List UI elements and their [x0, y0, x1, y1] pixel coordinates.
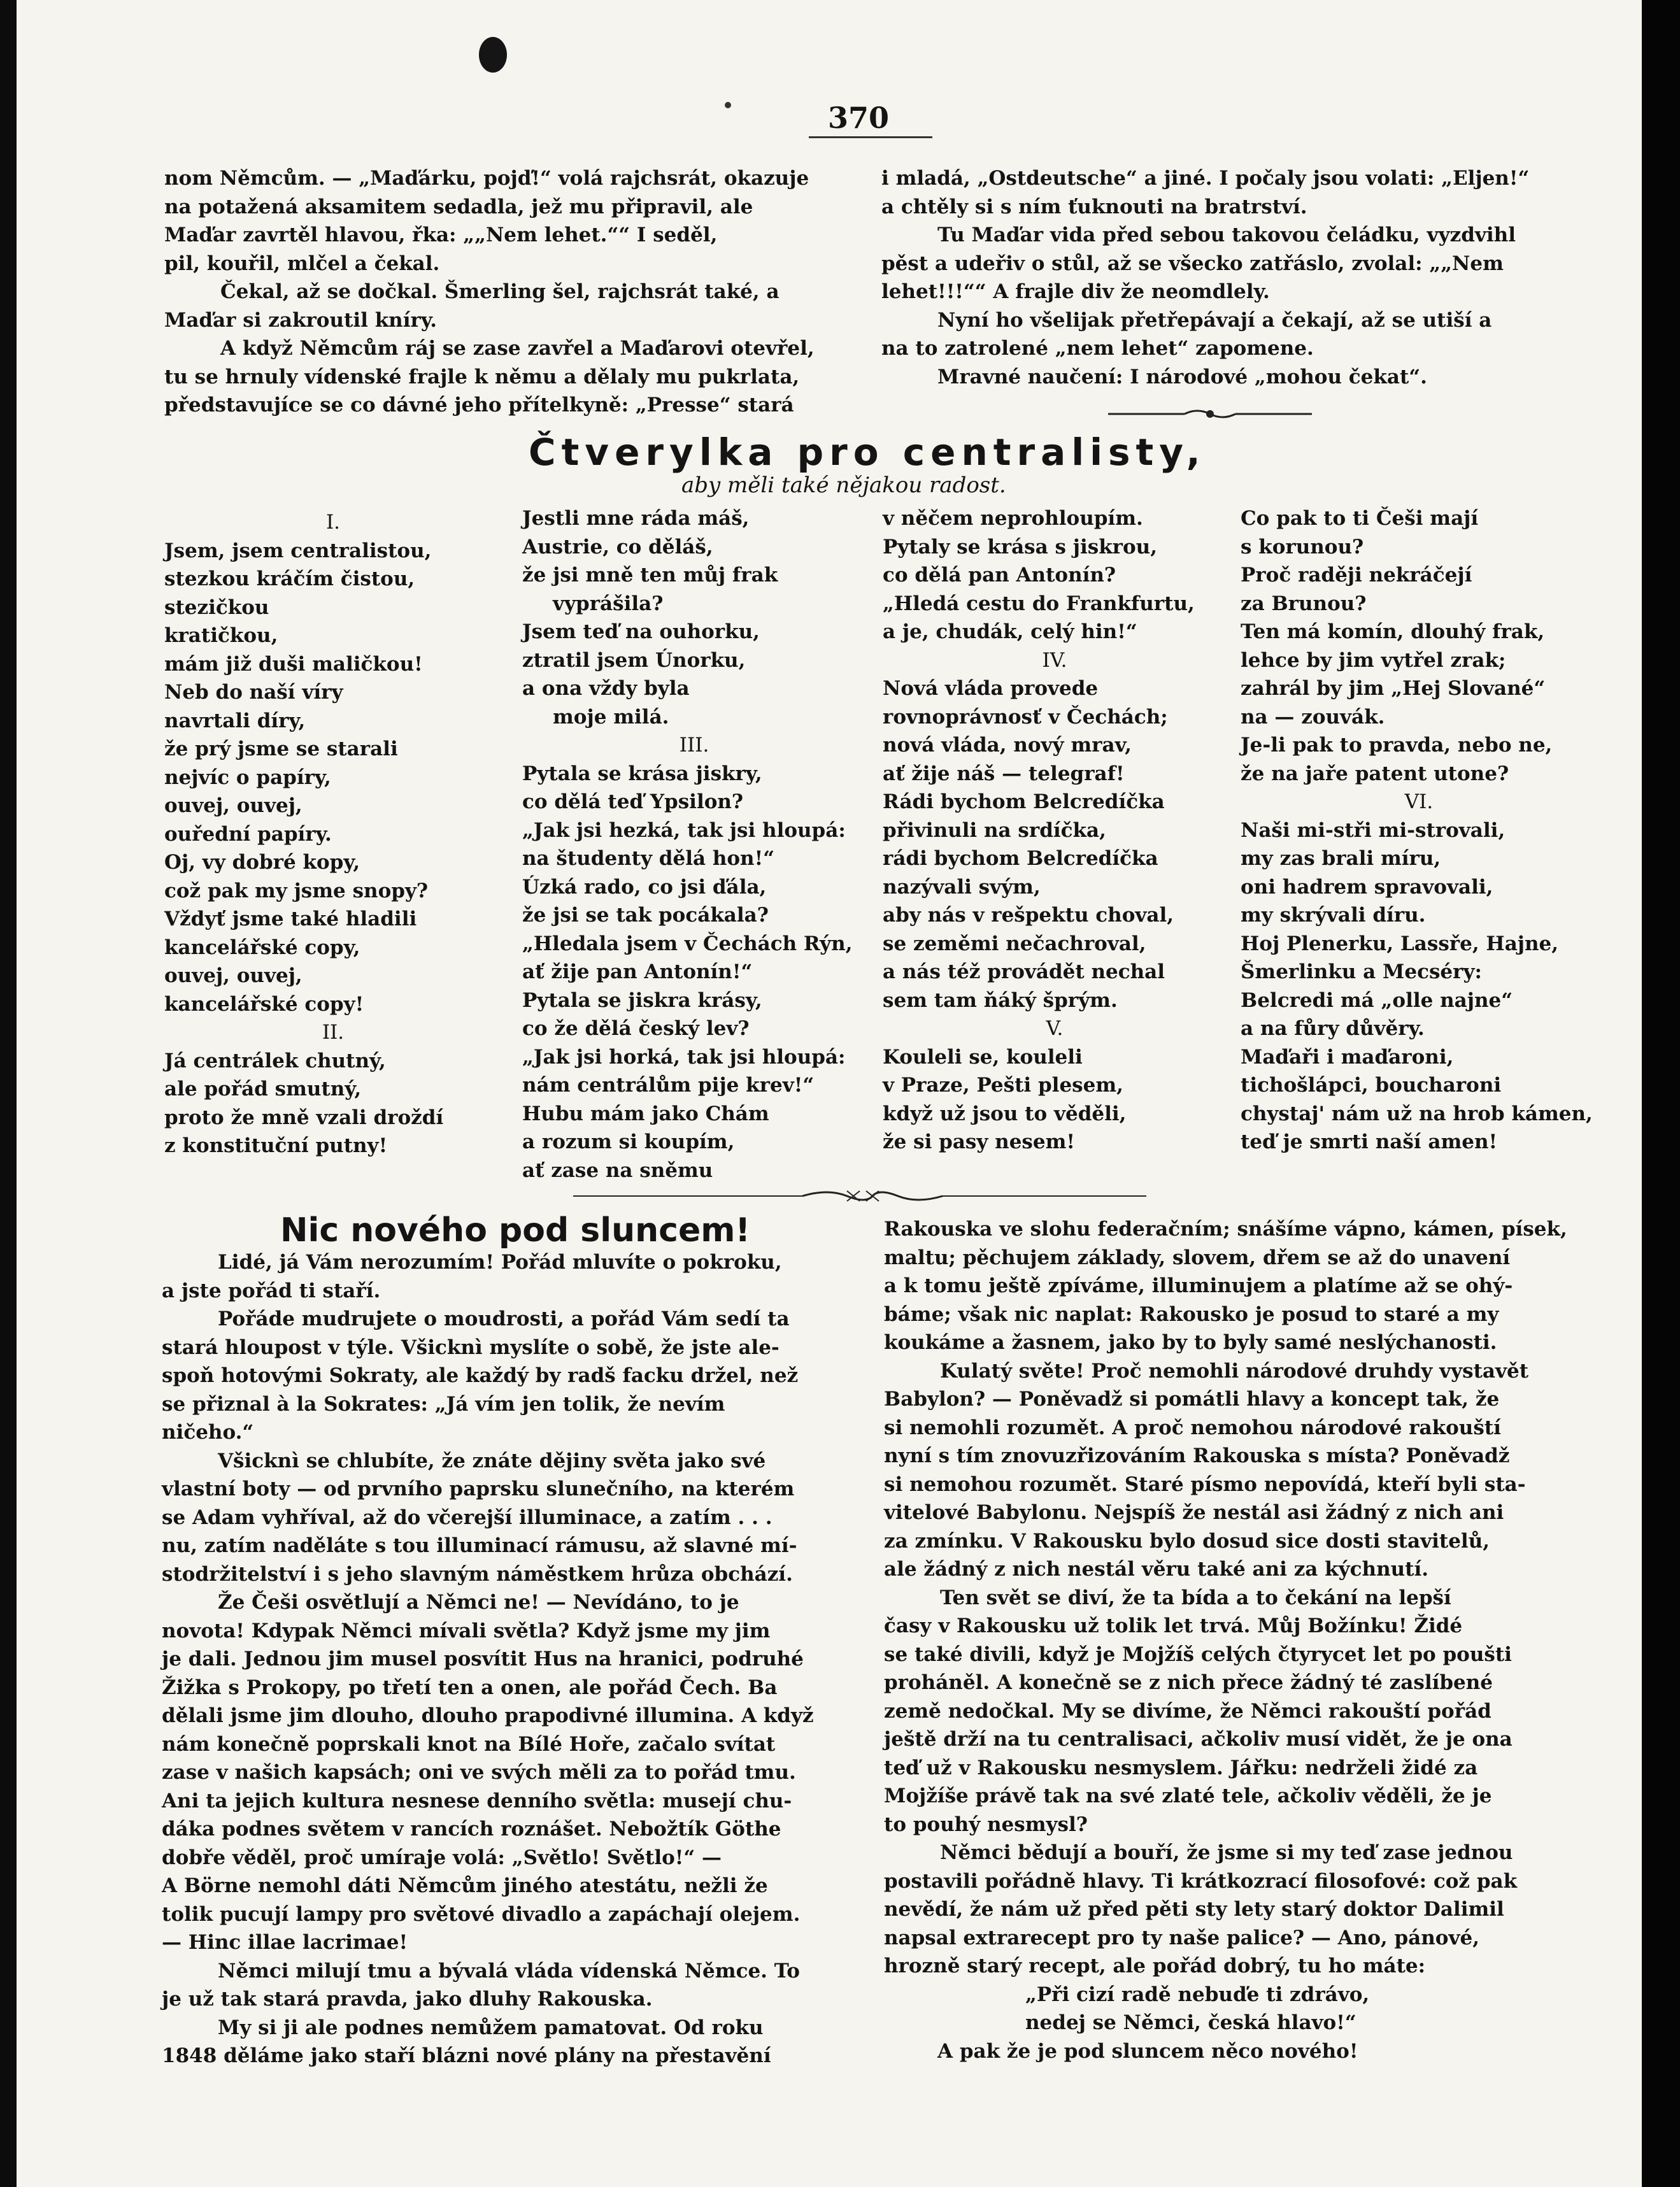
verse-line: za Brunou?	[1241, 592, 1367, 615]
verse-line: a rozum si koupím,	[522, 1130, 735, 1153]
stanza-number: V.	[1046, 1017, 1064, 1040]
text-line: na to zatrolené „nem lehet“ zapomene.	[881, 337, 1314, 360]
article-title: Nic nového pod sluncem!	[280, 1211, 751, 1250]
verse-line: Co pak to ti Češi mají	[1241, 507, 1479, 530]
paragraph-line: nám konečně poprskali knot na Bílé Hoře, začalo svítat	[162, 1732, 776, 1756]
quadrille-column-1	[164, 508, 502, 1160]
verse-line: Jestli mne ráda máš,	[522, 507, 750, 530]
stanza-number: III.	[679, 734, 709, 757]
paragraph-line: vitelové Babylonu. Nejspíš že nestál asi žádný z nich ani	[884, 1501, 1504, 1524]
verse-line: stezičkou	[164, 595, 269, 619]
verse-line: ať žije náš — telegraf!	[883, 762, 1125, 785]
verse-line: nazývali svým,	[883, 875, 1041, 899]
text-line: Nyní ho všelijak přetřepávají a čekají, až se utiší a	[937, 308, 1492, 332]
closing-line: A pak že je pod sluncem něco nového!	[937, 2039, 1358, 2063]
verse-line: kancelářské copy!	[164, 992, 364, 1016]
verse-line: Austrie, co děláš,	[522, 535, 713, 559]
verse-line: Kouleli se, kouleli	[883, 1045, 1083, 1069]
paragraph-line: stodržitelství i s jeho slavným náměstkem hrůza obchází.	[162, 1562, 793, 1586]
verse-line: Naši mi-stři mi-strovali,	[1241, 818, 1506, 842]
verse-line: Pytala se krása jiskry,	[522, 762, 762, 785]
verse-line: z konstituční putny!	[164, 1134, 388, 1157]
verse-line: ztratil jsem Únorku,	[522, 648, 746, 672]
verse-line: Oj, vy dobré kopy,	[164, 851, 360, 874]
verse-line: co dělá pan Antonín?	[883, 564, 1116, 587]
verse-line: Ten má komín, dlouhý frak,	[1241, 620, 1545, 643]
paragraph-line: Ten svět se diví, že ta bída a to čekání na lepší	[940, 1586, 1451, 1609]
paragraph-line: Lidé, já Vám nerozumím! Pořád mluvíte o pokroku,	[218, 1251, 782, 1274]
text-line: Čekal, až se dočkal. Šmerling šel, rajchsrát také, a	[220, 280, 779, 303]
verse-line: v něčem neprohloupím.	[883, 507, 1143, 530]
paragraph-line: Žižka s Prokopy, po třetí ten a onen, ale pořád Čech. Ba	[162, 1676, 778, 1699]
paragraph-line: dáka podnes světem v rancích roznášet. Nebožtík Göthe	[162, 1818, 781, 1841]
verse-line: ať zase na sněmu	[522, 1158, 713, 1182]
stanza-number: II.	[322, 1021, 345, 1044]
text-line: Maďar si zakroutil kníry.	[164, 308, 438, 332]
paragraph-line: koukáme a žasnem, jako by to byly samé neslýchanosti.	[884, 1331, 1497, 1354]
verse-line: a je, chudák, celý hin!“	[883, 620, 1137, 643]
paragraph-line: Pořáde mudrujete o moudrosti, a pořád Vám sedí ta	[218, 1307, 790, 1330]
verse-line: v Praze, Pešti plesem,	[883, 1074, 1123, 1097]
verse-line: Maďaři i maďaroni,	[1241, 1045, 1454, 1069]
text-line: Tu Maďar vida před sebou takovou čeládku, vyzdvihl	[937, 224, 1516, 246]
verse-line: lehce by jim vytřel zrak;	[1241, 648, 1506, 672]
quadrille-column-2	[522, 504, 866, 1185]
paragraph-line: za zmínku. V Rakousku bylo dosud sice dosti stavitelů,	[884, 1529, 1490, 1553]
verse-line: s korunou?	[1241, 535, 1364, 559]
paragraph-line: — Hinc illae lacrimae!	[162, 1931, 408, 1954]
paragraph-line: si nemohou rozumět. Staré písmo nepovídá, kteří byli sta-	[884, 1472, 1526, 1496]
verse-line: Belcredi má „olle najne“	[1241, 988, 1513, 1012]
text-line: a chtěly si s ním ťuknouti na bratrství.	[881, 195, 1307, 218]
stanza-number: VI.	[1404, 790, 1434, 813]
paragraph-line: stará hloupost v týle. Všicknì myslíte o sobě, že jste ale-	[162, 1336, 779, 1359]
verse-line: ať žije pan Antonín!“	[522, 960, 753, 983]
verse-line: nová vláda, nový mrav,	[883, 734, 1132, 757]
verse-line: což pak my jsme snopy?	[164, 879, 429, 902]
verse-line: proto že mně vzali droždí	[164, 1106, 444, 1129]
verse-line: kancelářské copy,	[164, 936, 360, 959]
verse-line: Rádi bychom Belcredíčka	[883, 790, 1165, 813]
verse-line: aby nás v rešpektu choval,	[883, 904, 1174, 927]
text-line: Maďar zavrtěl hlavou, řka: „„Nem lehet.““ I seděl,	[164, 224, 718, 246]
verse-line: se zeměmi nečachroval,	[883, 932, 1146, 955]
paragraph-line: 1848 děláme jako staří blázni nové plány na přestavění	[162, 2044, 771, 2067]
verse-line: moje milá.	[553, 705, 669, 729]
stanza-number: IV.	[1042, 648, 1067, 672]
text-line: na potažená aksamitem sedadla, jež mu připravil, ale	[164, 195, 753, 218]
paragraph-line: je už tak stará pravda, jako dluhy Rakouska.	[162, 1988, 653, 2011]
paragraph-line: Mojžíše právě tak na své zlaté tele, ačkoliv věděli, že je	[884, 1785, 1492, 1807]
paragraph-line: My si ji ale podnes nemůžem pamatovat. Od roku	[218, 2016, 764, 2039]
paragraph-line: vlastní boty — od prvního paprsku slunečního, na kterém	[162, 1478, 795, 1500]
verse-line: rádi bychom Belcredíčka	[883, 847, 1158, 870]
verse-line: když už jsou to věděli,	[883, 1102, 1127, 1125]
verse-line: Hoj Plenerku, Lassře, Hajne,	[1241, 932, 1559, 955]
paragraph-line: dělali jsme jim dlouho, dlouho prapodivné illumina. A když	[162, 1704, 814, 1727]
paragraph-line: to pouhý nesmysl?	[884, 1813, 1088, 1836]
quote-line: nedej se Němci, česká hlavo!“	[1025, 2011, 1356, 2034]
verse-line: ale pořád smutný,	[164, 1078, 362, 1101]
verse-line: zahrál by jim „Hej Slované“	[1241, 677, 1546, 700]
intro-left-column	[164, 164, 853, 420]
quadrille-subtitle: aby měli také nějakou radost.	[681, 473, 1006, 498]
paragraph-line: Ani ta jejich kultura nesnese denního světla: musejí chu-	[162, 1789, 792, 1813]
verse-line: navrtali díry,	[164, 709, 306, 732]
paragraph-line: se také divili, když je Mojžíš celých čtyrycet let po poušti	[884, 1642, 1512, 1666]
paragraph-line: dobře věděl, proč umíraje volá: „Světlo! Světlo!“ —	[162, 1846, 722, 1869]
verse-line: „Jak jsi horká, tak jsi hloupá:	[522, 1045, 846, 1069]
verse-line: stezkou kráčím čistou,	[164, 567, 415, 590]
binding-hole	[479, 37, 507, 73]
verse-line: Jsem, jsem centralistou,	[164, 539, 432, 562]
paragraph-line: Babylon? — Poněvadž si pomátli hlavy a koncept tak, že	[884, 1388, 1500, 1411]
verse-line: vyprášila?	[553, 592, 664, 615]
paragraph-line: nu, zatím naděláte s tou illuminací rámusu, až slavné mí-	[162, 1534, 797, 1557]
paragraph-line: Všicknì se chlubíte, že znáte dějiny světa jako své	[218, 1449, 766, 1472]
paragraph-line: proháněl. A konečně se z nich přece žádný té zaslíbené	[884, 1671, 1493, 1694]
paragraph-line: napsal extrarecept pro ty naše palice? — Ano, pánové,	[884, 1926, 1480, 1949]
paragraph-line: se Adam vyhříval, až do včerejší illuminace, a zatím . . .	[162, 1506, 772, 1529]
verse-line: sem tam ňáký šprým.	[883, 988, 1118, 1012]
paragraph-line: si nemohli rozumět. A proč nemohou národové rakouští	[884, 1416, 1501, 1439]
verse-line: že prý jsme se starali	[164, 737, 398, 760]
paragraph-line: Kulatý světe! Proč nemohli národové druhdy vystavět	[940, 1359, 1529, 1383]
quadrille-title: Čtverylka pro centralisty,	[529, 431, 1206, 474]
verse-line: co dělá teď Ypsilon?	[522, 790, 744, 813]
verse-line: oni hadrem spravovali,	[1241, 875, 1493, 899]
verse-line: chystaj' nám už na hrob kámen,	[1241, 1102, 1593, 1125]
scan-border	[1642, 0, 1680, 2187]
intro-right-column	[881, 164, 1574, 391]
verse-line: rovnoprávnosť v Čechách;	[883, 705, 1168, 729]
text-line: i mladá, „Ostdeutsche“ a jiné. I počaly jsou volati: „Eljen!“	[881, 167, 1530, 190]
verse-line: Vždyť jsme také hladili	[164, 908, 417, 930]
verse-line: nejvíc o papíry,	[164, 766, 331, 789]
verse-line: mám již duši maličkou!	[164, 652, 423, 676]
paragraph-line: teď už v Rakousku nesmyslem. Jářku: nedrželi židé za	[884, 1756, 1478, 1779]
verse-line: že jsi se tak pocákala?	[522, 904, 769, 927]
quadrille-column-4	[1241, 504, 1597, 1157]
verse-line: přivinuli na srdíčka,	[883, 818, 1106, 842]
verse-line: že jsi mně ten můj frak	[522, 564, 778, 587]
stanza-number: I.	[325, 511, 341, 534]
verse-line: „Jak jsi hezká, tak jsi hloupá:	[522, 818, 846, 842]
divider-ornament	[1108, 408, 1312, 420]
quadrille-column-3	[883, 504, 1227, 1157]
paragraph-line: hrozně starý recept, ale pořád dobrý, tu ho máte:	[884, 1955, 1426, 1977]
paragraph-line: a k tomu ještě zpíváme, illuminujem a platíme až se ohý-	[884, 1274, 1513, 1297]
paragraph-line: časy v Rakousku už tolik let trvá. Můj Božínku! Židé	[884, 1614, 1463, 1637]
verse-line: na študenty dělá hon!“	[522, 847, 775, 870]
paragraph-line: tolik pucují lampy pro světové divadlo a zapáchají olejem.	[162, 1902, 801, 1926]
paragraph-line: země nedočkal. My se divíme, že Němci rakouští pořád	[884, 1699, 1491, 1723]
paragraph-line: Němci milují tmu a bývalá vláda vídenská Němce. To	[218, 1959, 800, 1983]
verse-line: že na jaře patent utone?	[1241, 762, 1509, 785]
verse-line: co že dělá český lev?	[522, 1017, 750, 1040]
verse-line: teď je smrti naší amen!	[1241, 1130, 1498, 1153]
text-line: Mravné naučení: I národové „mohou čekat“.	[937, 365, 1427, 388]
text-line: nom Němcům. — „Maďárku, pojď!“ volá rajchsrát, okazuje	[164, 167, 809, 190]
paragraph-line: maltu; pěchujem základy, slovem, dřem se až do unavení	[884, 1246, 1511, 1269]
verse-line: ouřední papíry.	[164, 822, 332, 846]
verse-line: Úzká rado, co jsi ďála,	[522, 875, 767, 899]
text-line: představujíce se co dávné jeho přítelkyně: „Presse“ stará	[164, 394, 794, 417]
verse-line: kratičkou,	[164, 624, 278, 647]
verse-line: a na fůry důvěry.	[1241, 1017, 1425, 1040]
verse-line: Já centrálek chutný,	[164, 1049, 386, 1072]
verse-line: Nová vláda provede	[883, 677, 1099, 700]
paragraph-line: se přiznal à la Sokrates: „Já vím jen tolik, že nevím	[162, 1392, 725, 1416]
paragraph-line: nevědí, že nám už před pěti sty lety starý doktor Dalimil	[884, 1898, 1504, 1921]
verse-line: Pytala se jiskra krásy,	[522, 988, 762, 1012]
paragraph-line: zase v našich kapsách; oni ve svých měli za to pořád tmu.	[162, 1761, 796, 1784]
paragraph-line: spoň hotovými Sokraty, ale každý by radš facku držel, než	[162, 1364, 799, 1387]
page-number: 370	[828, 101, 890, 135]
verse-line: „Hledala jsem v Čechách Rýn,	[522, 932, 853, 955]
verse-line: my skrývali díru.	[1241, 904, 1426, 927]
section-divider-ornament	[573, 1188, 1146, 1204]
verse-line: Pytaly se krása s jiskrou,	[883, 535, 1158, 559]
paragraph-line: a jste pořád ti staří.	[162, 1279, 381, 1302]
verse-line: Hubu mám jako Chám	[522, 1102, 769, 1125]
verse-line: na — zouvák.	[1241, 705, 1385, 729]
paragraph-line: novota! Kdypak Němci mívali světla? Když jsme my jim	[162, 1619, 771, 1642]
verse-line: nám centrálům pije krev!“	[522, 1074, 815, 1097]
paragraph-line: postavili pořádně hlavy. Ti krátkozrací filosofové: což pak	[884, 1869, 1518, 1893]
paragraph-line: Němci bědují a bouří, že jsme si my teď zase jednou	[940, 1841, 1513, 1864]
verse-line: Je-li pak to pravda, nebo ne,	[1241, 734, 1553, 757]
verse-line: Šmerlinku a Mecséry:	[1241, 960, 1482, 983]
text-line: lehet!!!““ A frajle div že neomdlely.	[881, 280, 1270, 303]
article-left-column	[162, 1248, 844, 2070]
verse-line: tichošlápci, boucharoni	[1241, 1074, 1502, 1097]
paragraph-line: ještě drží na tu centralisaci, ačkoliv musí vidět, že je ona	[884, 1728, 1513, 1751]
verse-line: Jsem teď na ouhorku,	[522, 620, 760, 643]
verse-line: „Hledá cestu do Frankfurtu,	[883, 592, 1195, 615]
quote-line: „Při cizí radě nebuďe ti zdrávo,	[1025, 1983, 1370, 2006]
text-line: tu se hrnuly vídenské frajle k němu a dělaly mu pukrlata,	[164, 365, 800, 388]
paragraph-line: ničeho.“	[162, 1421, 254, 1444]
paragraph-line: Rakouska ve slohu federačním; snášíme vápno, kámen, písek,	[884, 1218, 1567, 1241]
paragraph-line: ale žádný z nich nestál věru také ani za kýchnutí.	[884, 1558, 1429, 1581]
verse-line: a ona vždy byla	[522, 677, 690, 700]
paragraph-line: nyní s tím znovuzřizováním Rakouska s místa? Poněvadž	[884, 1444, 1510, 1467]
text-line: A když Němcům ráj se zase zavřel a Maďarovi otevřel,	[220, 337, 815, 360]
verse-line: my zas brali míru,	[1241, 847, 1441, 870]
verse-line: a nás též provádět nechal	[883, 960, 1165, 983]
ink-speck	[725, 102, 731, 108]
text-line: pěst a udeřiv o stůl, až se všecko zatřáslo, zvolal: „„Nem	[881, 252, 1504, 275]
text-line: pil, kouřil, mlčel a čekal.	[164, 252, 440, 275]
verse-line: Proč raději nekráčejí	[1241, 564, 1472, 587]
verse-line: Neb do naší víry	[164, 681, 343, 704]
paragraph-line: báme; však nic naplat: Rakousko je posud to staré a my	[884, 1302, 1499, 1326]
paragraph-line: Že Češi osvětlují a Němci ne! — Nevídáno, to je	[218, 1591, 739, 1614]
verse-line: ouvej, ouvej,	[164, 964, 303, 987]
verse-line: ouvej, ouvej,	[164, 794, 303, 817]
verse-line: že si pasy nesem!	[883, 1130, 1076, 1153]
paragraph-line: A Börne nemohl dáti Němcům jiného atestátu, nežli že	[162, 1874, 768, 1897]
paragraph-line: je dali. Jednou jim musel posvítit Hus na hranici, podruhé	[162, 1648, 804, 1671]
article-right-column	[884, 1215, 1572, 2065]
page-number-rule	[809, 136, 932, 138]
